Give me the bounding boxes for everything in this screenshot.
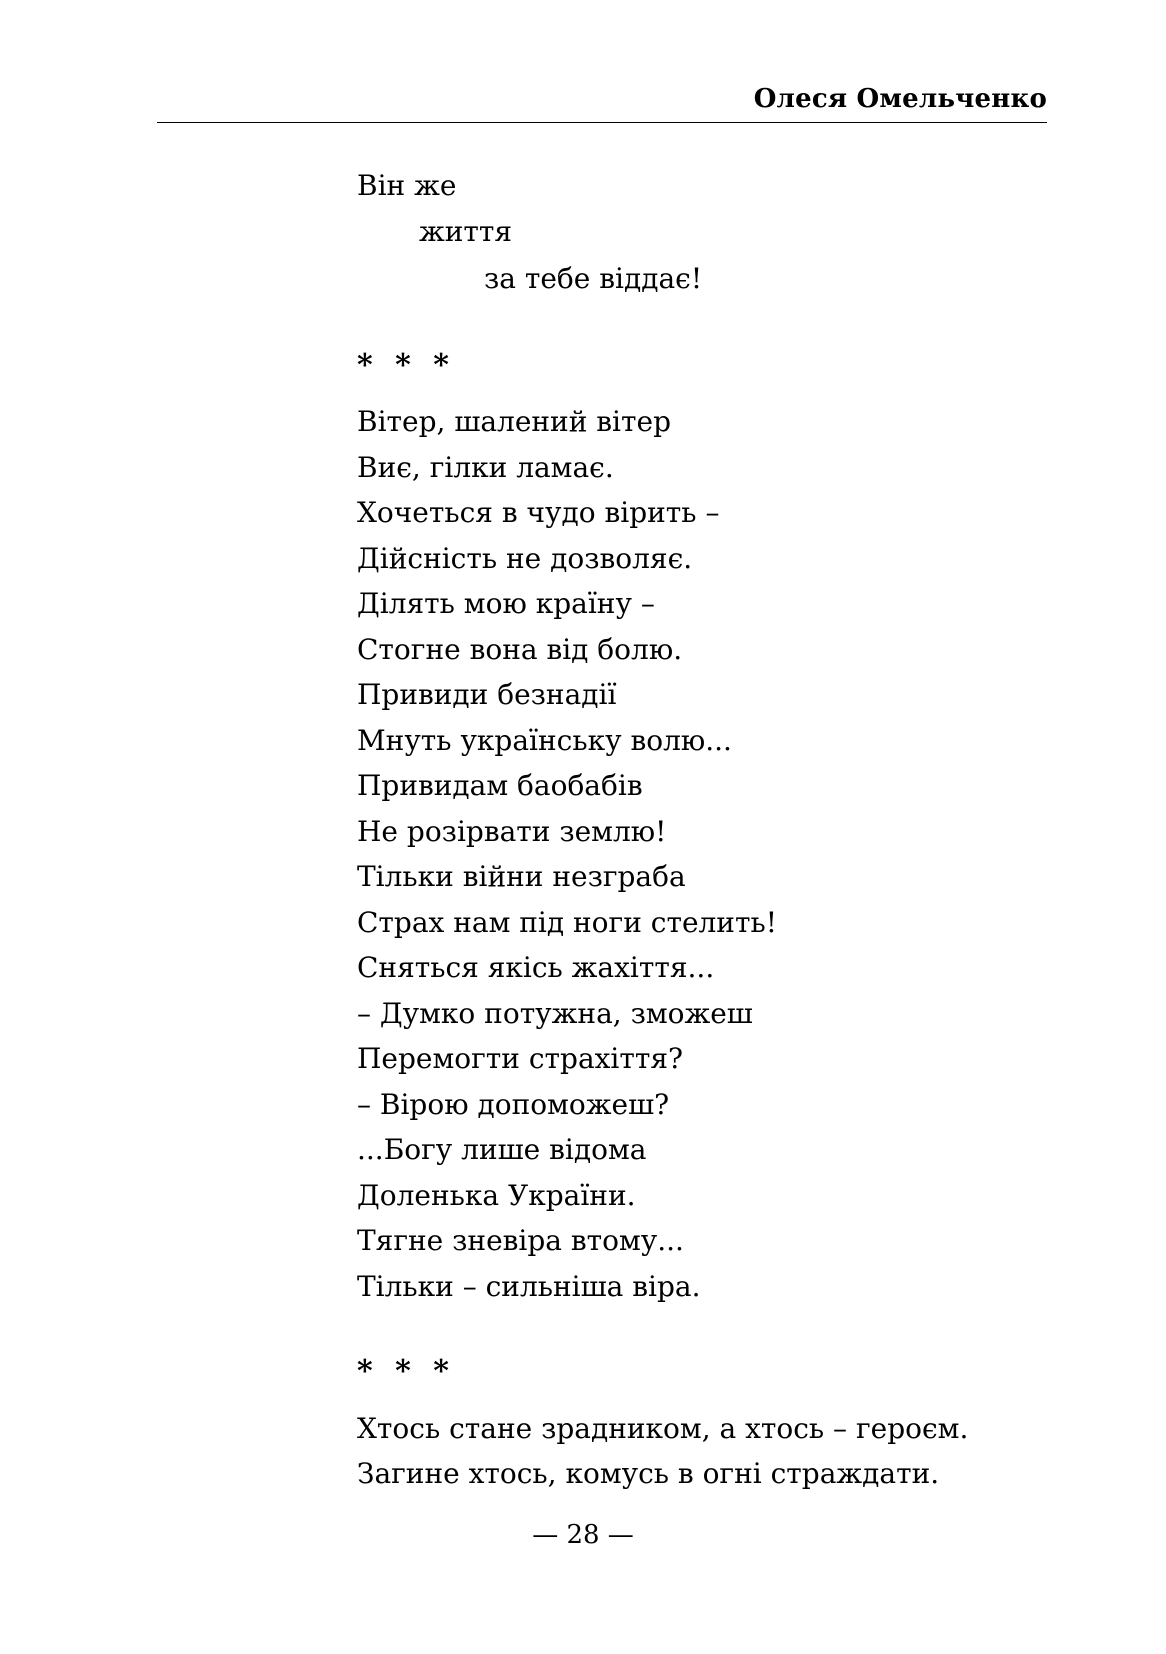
poem-line: Тягне зневіра втому... [357,1224,684,1257]
poem-line: ...Богу лише відома [357,1133,647,1166]
poem-line: Ділять мою країну – [357,587,655,620]
poem-line: Стогне вона від болю. [357,633,683,666]
poem-line: Привиди безнадії [357,678,617,711]
poem-line: Перемогти страхіття? [357,1042,684,1075]
poem-line: Мнуть українську волю... [357,724,732,757]
section-separator: * * * [357,1354,455,1389]
poem-line: Тільки – сильніша віра. [357,1270,701,1303]
author-name: Олеся Омельченко [753,84,1047,114]
poem-line: Привидам баобабів [357,769,643,802]
poem-line: – Вірою допоможеш? [357,1088,670,1121]
poem-line: Сняться якісь жахіття... [357,951,715,984]
poem-line: – Думко потужна, зможеш [357,997,753,1030]
page-number: — 28 — [532,1520,634,1550]
poem-line: Страх нам під ноги стелить! [357,906,777,939]
poem-line: Дійсність не дозволяє. [357,542,693,575]
poem-line: Не розірвати землю! [357,815,667,848]
poem-line: життя [419,215,513,248]
poem-line: за тебе віддає! [484,262,703,295]
poem-line: Він же [357,169,457,202]
poem-line: Виє, гілки ламає. [357,451,614,484]
poem-line: Загине хтось, комусь в огні страждати. [357,1457,940,1490]
section-separator: * * * [357,348,455,383]
running-header [157,78,1047,123]
poem-line: Тільки війни незграба [357,860,686,893]
poem-line: Доленька України. [357,1179,636,1212]
poem-line: Хтось стане зрадником, а хтось – героєм. [357,1412,969,1445]
poem-line: Хочеться в чудо вірить – [357,496,720,529]
poem-line: Вітер, шалений вітер [357,405,671,438]
